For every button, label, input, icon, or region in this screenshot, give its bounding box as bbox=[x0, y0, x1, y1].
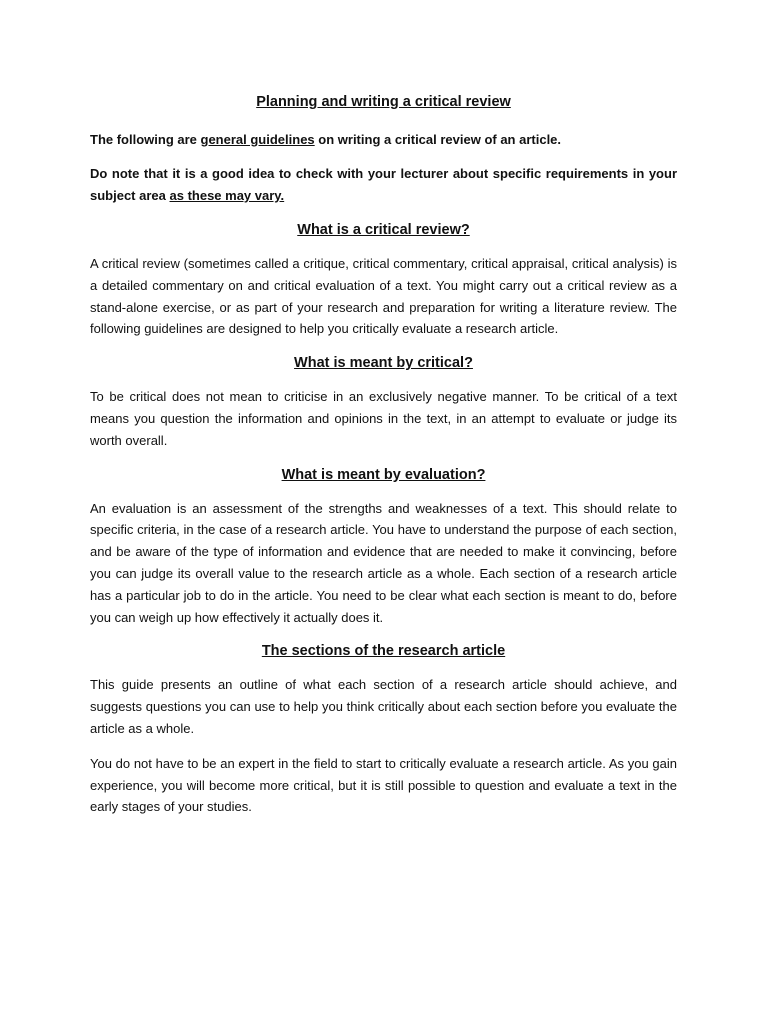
sections-paragraph-2: You do not have to be an expert in the field to start to critically evaluate a research article. As you gain experience, you will become more critical, but it is still possible to question and evaluate a text in the early stages of your studies. bbox=[90, 755, 677, 815]
meant-by-evaluation-paragraph: An evaluation is an assessment of the strengths and weaknesses of a text. This should relate to specific criteria, in the case of a research article. You have to understand the purpose of each section, and be aware of the type of information and evidence that are needed to make it convincing, before you can judge its overall value to the research article as a whole. Each section of a research article has a particular job to do in the article. You need to be clear what each section is meant to do, before you can weigh up how effectively it actually does it. bbox=[90, 500, 677, 625]
may-vary-link[interactable]: as these may vary. bbox=[169, 188, 285, 203]
meant-by-critical-paragraph: To be critical does not mean to criticise in an exclusively negative manner. To be critical of a text means you question the information and opinions in the text, in an attempt to evaluate or judge its worth overall. bbox=[90, 389, 677, 448]
sections-paragraph-1: This guide presents an outline of what each section of a research article should achieve, and suggests questions you can use to help you think critically about each section before you evaluate the article as a whole. bbox=[90, 677, 677, 736]
critical-review-paragraph: A critical review (sometimes called a critique, critical commentary, critical appraisal, critical analysis) is a detailed commentary on and critical evaluation of a text. You might carry out a critical review as a stand-alone exercise, or as part of your research and preparation for writing a literature review. The following guidelines are designed to help you critically evaluate a research article. bbox=[90, 256, 677, 337]
page-title: Planning and writing a critical review bbox=[256, 94, 511, 110]
note-paragraph bbox=[90, 163, 677, 207]
section-heading-meant-by-evaluation: What is meant by evaluation? bbox=[281, 466, 486, 483]
intro-paragraph bbox=[90, 129, 677, 151]
general-guidelines-link[interactable]: general guidelines bbox=[200, 132, 315, 147]
note-text: Do note that it is a good idea to check with your lecturer about specific requirements in your subject area bbox=[90, 166, 677, 203]
section-heading-sections-of-article: The sections of the research article bbox=[261, 643, 506, 660]
document-page bbox=[90, 94, 677, 833]
intro-text-after: on writing a critical review of an article. bbox=[314, 132, 562, 147]
intro-text-before: The following are bbox=[90, 132, 201, 147]
section-heading-meant-by-critical: What is meant by critical? bbox=[294, 355, 473, 372]
section-heading-critical-review: What is a critical review? bbox=[297, 222, 470, 238]
